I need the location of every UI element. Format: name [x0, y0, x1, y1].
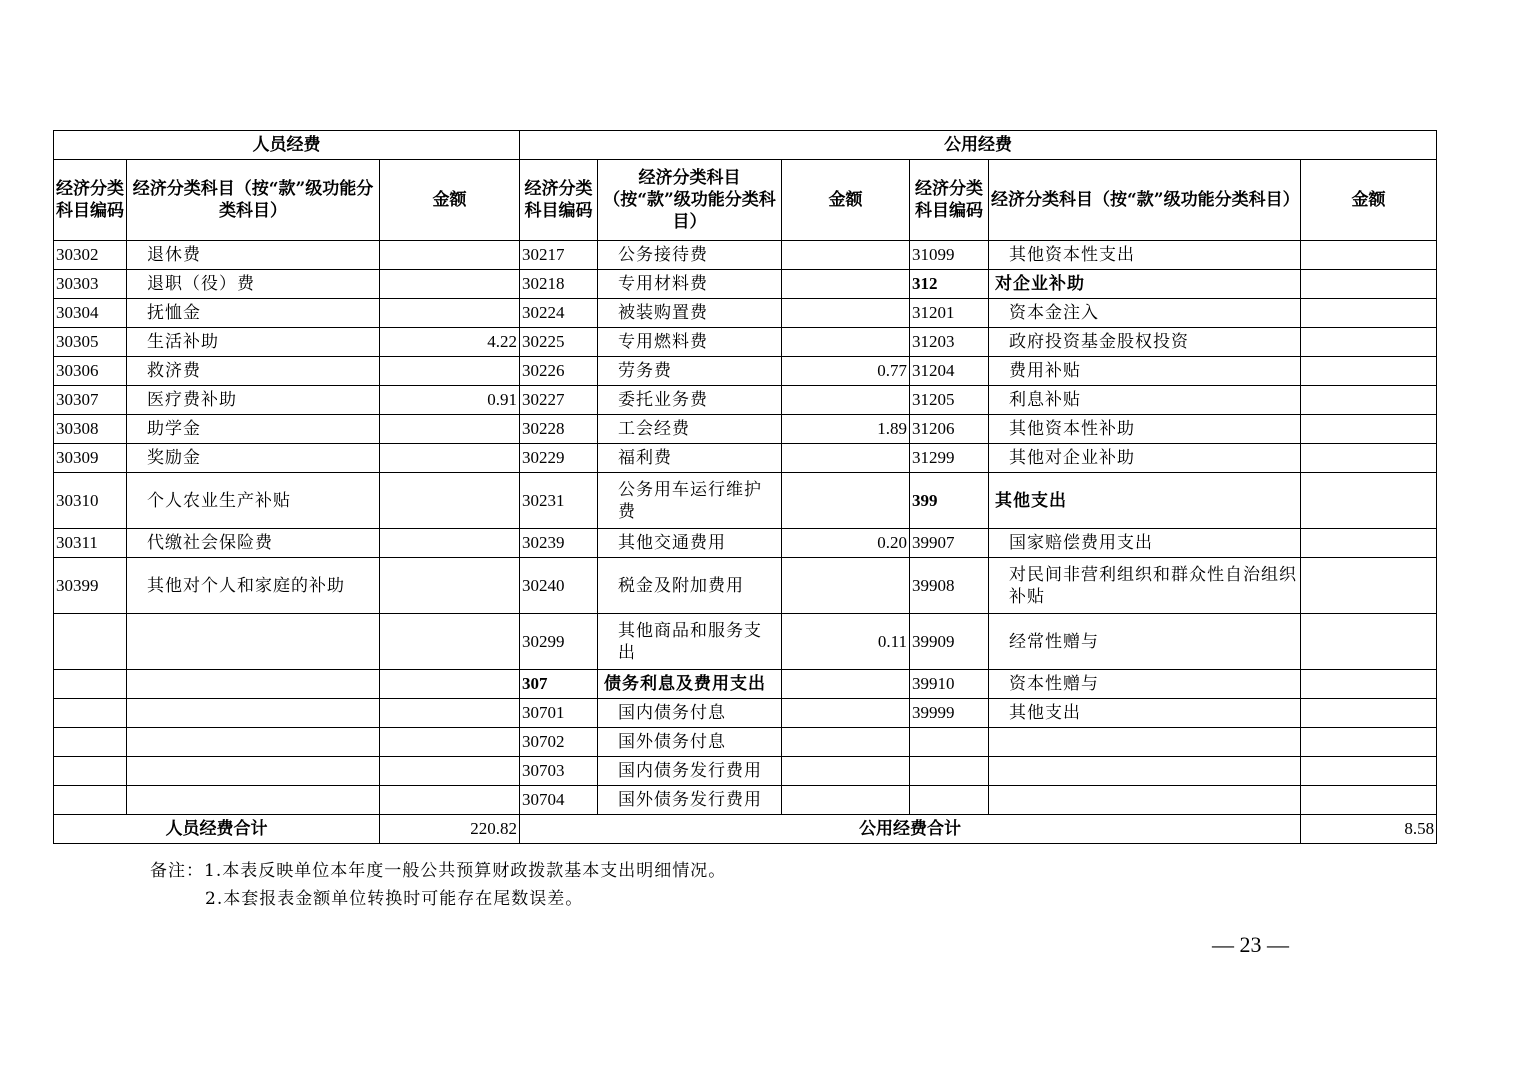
economic-code-cell: 30240 [520, 558, 598, 614]
col-code-header: 经济分类科目编码 [520, 160, 598, 241]
amount-cell [782, 444, 910, 473]
economic-code-cell: 30225 [520, 328, 598, 357]
economic-code-cell: 30309 [54, 444, 127, 473]
subject-name-cell: 医疗费补助 [127, 386, 380, 415]
col-amount-header: 金额 [782, 160, 910, 241]
amount-cell [380, 786, 520, 815]
col-subject-header: 经济分类科目（按“款”级功能分类科目） [127, 160, 380, 241]
economic-code-cell: 30239 [520, 529, 598, 558]
economic-code-cell: 31205 [910, 386, 989, 415]
totals-row [54, 815, 1437, 844]
economic-code-cell: 30399 [54, 558, 127, 614]
amount-cell [380, 415, 520, 444]
amount-cell [380, 670, 520, 699]
economic-code-cell: 30228 [520, 415, 598, 444]
subject-name-cell: 其他对企业补助 [989, 444, 1301, 473]
col-subject-header: 经济分类科目（按“款”级功能分类科目） [598, 160, 782, 241]
amount-cell [782, 699, 910, 728]
economic-code-cell: 39910 [910, 670, 989, 699]
amount-cell: 1.89 [782, 415, 910, 444]
amount-cell [782, 558, 910, 614]
public-total-value: 8.58 [1301, 815, 1437, 844]
amount-cell [1301, 328, 1437, 357]
subject-name-cell: 政府投资基金股权投资 [989, 328, 1301, 357]
table-row [54, 558, 1437, 614]
amount-cell: 0.77 [782, 357, 910, 386]
amount-cell [380, 757, 520, 786]
subject-name-cell: 福利费 [598, 444, 782, 473]
subject-name-cell: 对企业补助 [989, 270, 1301, 299]
economic-code-cell: 30307 [54, 386, 127, 415]
subject-name-cell: 代缴社会保险费 [127, 529, 380, 558]
amount-cell [380, 529, 520, 558]
subject-name-cell: 抚恤金 [127, 299, 380, 328]
amount-cell [1301, 728, 1437, 757]
subject-name-cell: 专用材料费 [598, 270, 782, 299]
amount-cell [1301, 529, 1437, 558]
amount-cell [1301, 444, 1437, 473]
subject-name-cell [127, 757, 380, 786]
amount-cell [1301, 786, 1437, 815]
amount-cell [1301, 270, 1437, 299]
amount-cell [380, 699, 520, 728]
economic-code-cell: 31206 [910, 415, 989, 444]
economic-code-cell [54, 670, 127, 699]
subject-name-cell [989, 757, 1301, 786]
col-code-header: 经济分类科目编码 [54, 160, 127, 241]
table-row [54, 699, 1437, 728]
table-row [54, 529, 1437, 558]
amount-cell [1301, 558, 1437, 614]
public-total-label: 公用经费合计 [520, 815, 1301, 844]
subject-name-cell [127, 614, 380, 670]
economic-code-cell: 30231 [520, 473, 598, 529]
economic-code-cell: 399 [910, 473, 989, 529]
subject-name-cell: 公务用车运行维护费 [598, 473, 782, 529]
economic-code-cell: 30218 [520, 270, 598, 299]
economic-code-cell: 39908 [910, 558, 989, 614]
note-line-1: 备注：1.本表反映单位本年度一般公共预算财政拨款基本支出明细情况。 [150, 861, 727, 881]
economic-code-cell [54, 786, 127, 815]
amount-cell: 0.20 [782, 529, 910, 558]
economic-code-cell: 39907 [910, 529, 989, 558]
economic-code-cell: 30304 [54, 299, 127, 328]
economic-code-cell: 307 [520, 670, 598, 699]
subject-name-cell [989, 786, 1301, 815]
subject-name-cell: 其他商品和服务支出 [598, 614, 782, 670]
amount-cell: 0.11 [782, 614, 910, 670]
economic-code-cell: 30310 [54, 473, 127, 529]
subject-name-cell: 公务接待费 [598, 241, 782, 270]
subject-name-cell: 其他支出 [989, 699, 1301, 728]
subject-name-cell: 个人农业生产补贴 [127, 473, 380, 529]
economic-code-cell: 30224 [520, 299, 598, 328]
economic-code-cell: 30306 [54, 357, 127, 386]
subject-name-cell: 国家赔偿费用支出 [989, 529, 1301, 558]
subject-name-cell: 工会经费 [598, 415, 782, 444]
amount-cell [380, 614, 520, 670]
col-subject-header: 经济分类科目（按“款”级功能分类科目） [989, 160, 1301, 241]
economic-code-cell: 30299 [520, 614, 598, 670]
table-row [54, 757, 1437, 786]
subject-name-cell: 费用补贴 [989, 357, 1301, 386]
table-row [54, 270, 1437, 299]
amount-cell [1301, 386, 1437, 415]
amount-cell [782, 786, 910, 815]
amount-cell [1301, 357, 1437, 386]
subject-name-cell: 利息补贴 [989, 386, 1301, 415]
subject-name-cell: 资本性赠与 [989, 670, 1301, 699]
table-row [54, 299, 1437, 328]
table-row [54, 415, 1437, 444]
subject-name-cell: 助学金 [127, 415, 380, 444]
economic-code-cell: 30303 [54, 270, 127, 299]
amount-cell [782, 328, 910, 357]
note-line-2: 2.本套报表金额单位转换时可能存在尾数误差。 [205, 889, 584, 909]
table-row [54, 328, 1437, 357]
economic-code-cell: 30217 [520, 241, 598, 270]
amount-cell [380, 241, 520, 270]
economic-code-cell: 31203 [910, 328, 989, 357]
amount-cell [380, 270, 520, 299]
budget-expenditure-table [53, 130, 1437, 844]
economic-code-cell: 30305 [54, 328, 127, 357]
subject-name-cell [127, 786, 380, 815]
personnel-total-value: 220.82 [380, 815, 520, 844]
amount-cell [782, 241, 910, 270]
subject-name-cell: 国内债务发行费用 [598, 757, 782, 786]
economic-code-cell: 30226 [520, 357, 598, 386]
table-row [54, 786, 1437, 815]
table-row [54, 444, 1437, 473]
amount-cell [782, 386, 910, 415]
subject-name-cell [127, 699, 380, 728]
amount-cell [380, 357, 520, 386]
economic-code-cell: 30702 [520, 728, 598, 757]
subject-name-cell: 国外债务发行费用 [598, 786, 782, 815]
subject-name-cell: 委托业务费 [598, 386, 782, 415]
amount-cell [380, 728, 520, 757]
amount-cell [380, 558, 520, 614]
subject-name-cell: 其他资本性支出 [989, 241, 1301, 270]
subject-name-cell: 资本金注入 [989, 299, 1301, 328]
amount-cell [782, 270, 910, 299]
economic-code-cell: 31204 [910, 357, 989, 386]
subject-name-cell: 其他对个人和家庭的补助 [127, 558, 380, 614]
subject-name-cell [127, 670, 380, 699]
amount-cell [1301, 299, 1437, 328]
amount-cell [1301, 670, 1437, 699]
amount-cell [782, 473, 910, 529]
amount-cell [782, 757, 910, 786]
amount-cell [380, 444, 520, 473]
economic-code-cell: 30302 [54, 241, 127, 270]
economic-code-cell: 30227 [520, 386, 598, 415]
economic-code-cell: 39999 [910, 699, 989, 728]
col-amount-header: 金额 [1301, 160, 1437, 241]
amount-cell [1301, 473, 1437, 529]
economic-code-cell: 39909 [910, 614, 989, 670]
subject-name-cell [989, 728, 1301, 757]
page-number: — 23 — [1212, 932, 1289, 957]
table-row [54, 670, 1437, 699]
amount-cell [1301, 699, 1437, 728]
economic-code-cell [910, 728, 989, 757]
subject-name-cell: 退休费 [127, 241, 380, 270]
economic-code-cell: 30703 [520, 757, 598, 786]
subject-name-cell: 税金及附加费用 [598, 558, 782, 614]
amount-cell [1301, 614, 1437, 670]
economic-code-cell: 312 [910, 270, 989, 299]
personnel-header: 人员经费 [54, 131, 520, 160]
subject-name-cell: 国内债务付息 [598, 699, 782, 728]
subject-name-cell [127, 728, 380, 757]
subject-name-cell: 经常性赠与 [989, 614, 1301, 670]
amount-cell [380, 473, 520, 529]
economic-code-cell: 31299 [910, 444, 989, 473]
economic-code-cell: 30311 [54, 529, 127, 558]
economic-code-cell: 31099 [910, 241, 989, 270]
economic-code-cell [910, 786, 989, 815]
amount-cell [1301, 757, 1437, 786]
economic-code-cell [54, 757, 127, 786]
table-row [54, 614, 1437, 670]
amount-cell: 0.91 [380, 386, 520, 415]
subject-name-cell: 奖励金 [127, 444, 380, 473]
economic-code-cell: 30704 [520, 786, 598, 815]
economic-code-cell: 30229 [520, 444, 598, 473]
subject-name-cell: 退职（役）费 [127, 270, 380, 299]
subject-name-cell: 其他支出 [989, 473, 1301, 529]
table-row [54, 473, 1437, 529]
amount-cell [782, 670, 910, 699]
amount-cell: 4.22 [380, 328, 520, 357]
economic-code-cell [910, 757, 989, 786]
economic-code-cell [54, 728, 127, 757]
economic-code-cell: 30701 [520, 699, 598, 728]
amount-cell [380, 299, 520, 328]
subject-name-cell: 劳务费 [598, 357, 782, 386]
subject-name-cell: 救济费 [127, 357, 380, 386]
table-row [54, 386, 1437, 415]
table-row [54, 728, 1437, 757]
personnel-total-label: 人员经费合计 [54, 815, 380, 844]
amount-cell [782, 728, 910, 757]
economic-code-cell [54, 614, 127, 670]
subject-name-cell: 专用燃料费 [598, 328, 782, 357]
amount-cell [782, 299, 910, 328]
subject-name-cell: 对民间非营利组织和群众性自治组织补贴 [989, 558, 1301, 614]
subject-name-cell: 国外债务付息 [598, 728, 782, 757]
economic-code-cell: 31201 [910, 299, 989, 328]
amount-cell [1301, 415, 1437, 444]
subject-name-cell: 其他交通费用 [598, 529, 782, 558]
col-amount-header: 金额 [380, 160, 520, 241]
table-row [54, 241, 1437, 270]
economic-code-cell [54, 699, 127, 728]
economic-code-cell: 30308 [54, 415, 127, 444]
public-header: 公用经费 [520, 131, 1437, 160]
table-row [54, 357, 1437, 386]
notes [150, 857, 726, 913]
subject-name-cell: 生活补助 [127, 328, 380, 357]
subject-name-cell: 被装购置费 [598, 299, 782, 328]
subject-name-cell: 其他资本性补助 [989, 415, 1301, 444]
amount-cell [1301, 241, 1437, 270]
subject-name-cell: 债务利息及费用支出 [598, 670, 782, 699]
col-code-header: 经济分类科目编码 [910, 160, 989, 241]
